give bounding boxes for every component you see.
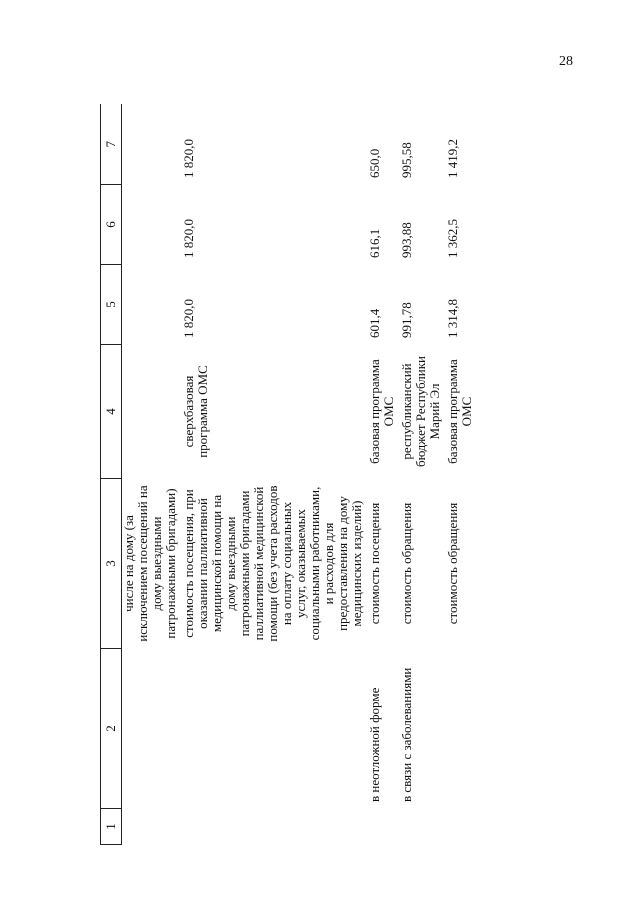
- cell-value-year2: 1 820,0: [181, 219, 196, 258]
- table-header-row: [101, 105, 122, 845]
- cell-value-year1: 991,78: [399, 302, 414, 338]
- column-header: 5: [101, 265, 122, 345]
- cell-service-type: в связи с заболеваниями: [399, 667, 414, 802]
- tariff-table: [100, 105, 478, 846]
- column-header: 2: [101, 649, 122, 809]
- cell-value-year3: [122, 105, 183, 185]
- column-header: 4: [101, 345, 122, 479]
- column-header: 1: [101, 809, 122, 845]
- cell-value-year1: [122, 265, 183, 345]
- cell-value-year1: 1 820,0: [181, 299, 196, 338]
- cell-funding-source: сверхбазовая программа ОМС: [181, 365, 210, 458]
- cell-col1: [446, 809, 478, 845]
- cell-indicator: стоимость обращения: [445, 502, 460, 625]
- cell-value-year3: 1 419,2: [445, 139, 460, 178]
- cell-value-year2: 993,88: [399, 222, 414, 258]
- column-header: 3: [101, 479, 122, 649]
- page-number: 28: [559, 54, 573, 69]
- cell-value-year2: 1 362,5: [445, 219, 460, 258]
- cell-col1: [400, 809, 446, 845]
- table-row: [368, 105, 400, 845]
- table-row: [182, 105, 368, 845]
- cell-funding-source: базовая программа ОМС: [367, 359, 396, 464]
- cell-value-year3: 1 820,0: [181, 139, 196, 178]
- cell-value-year2: 616,1: [367, 228, 382, 258]
- cell-indicator: числе на дому (за исключением посещений на дому выездными патронажными бригадами): [121, 485, 178, 642]
- column-header: 7: [101, 105, 122, 185]
- cell-funding-source: [122, 345, 183, 479]
- cell-indicator: стоимость обращения: [399, 502, 414, 625]
- table-row: [446, 105, 478, 845]
- cell-indicator: стоимость посещения, при оказании паллиативной медицинской помощи на дому выездными патронажными бригадами паллиативной медицинской помощи (без учета расходов на оплату социальных услуг, оказываемых социальными работниками, и расходов для предоставления на дому медицинских изделий): [181, 485, 364, 642]
- cell-value-year1: 601,4: [367, 308, 382, 338]
- cell-col1: [122, 809, 183, 845]
- cell-funding-source: республиканский бюджет Республики Марий Эл: [399, 356, 442, 468]
- cell-col1: [182, 809, 368, 845]
- table-row: [400, 105, 446, 845]
- cell-indicator: стоимость посещения: [367, 502, 382, 625]
- cell-service-type: [446, 649, 478, 809]
- rotated-table-page: [100, 105, 620, 845]
- cell-value-year1: 1 314,8: [445, 299, 460, 338]
- cell-service-type: в неотложной форме: [367, 687, 382, 802]
- table-row: [122, 105, 183, 845]
- cell-value-year3: 995,58: [399, 142, 414, 178]
- cell-service-type: [182, 649, 368, 809]
- cell-service-type: [122, 649, 183, 809]
- cell-col1: [368, 809, 400, 845]
- cell-value-year3: 650,0: [367, 148, 382, 178]
- cell-funding-source: базовая программа ОМС: [445, 359, 474, 464]
- column-header: 6: [101, 185, 122, 265]
- cell-value-year2: [122, 185, 183, 265]
